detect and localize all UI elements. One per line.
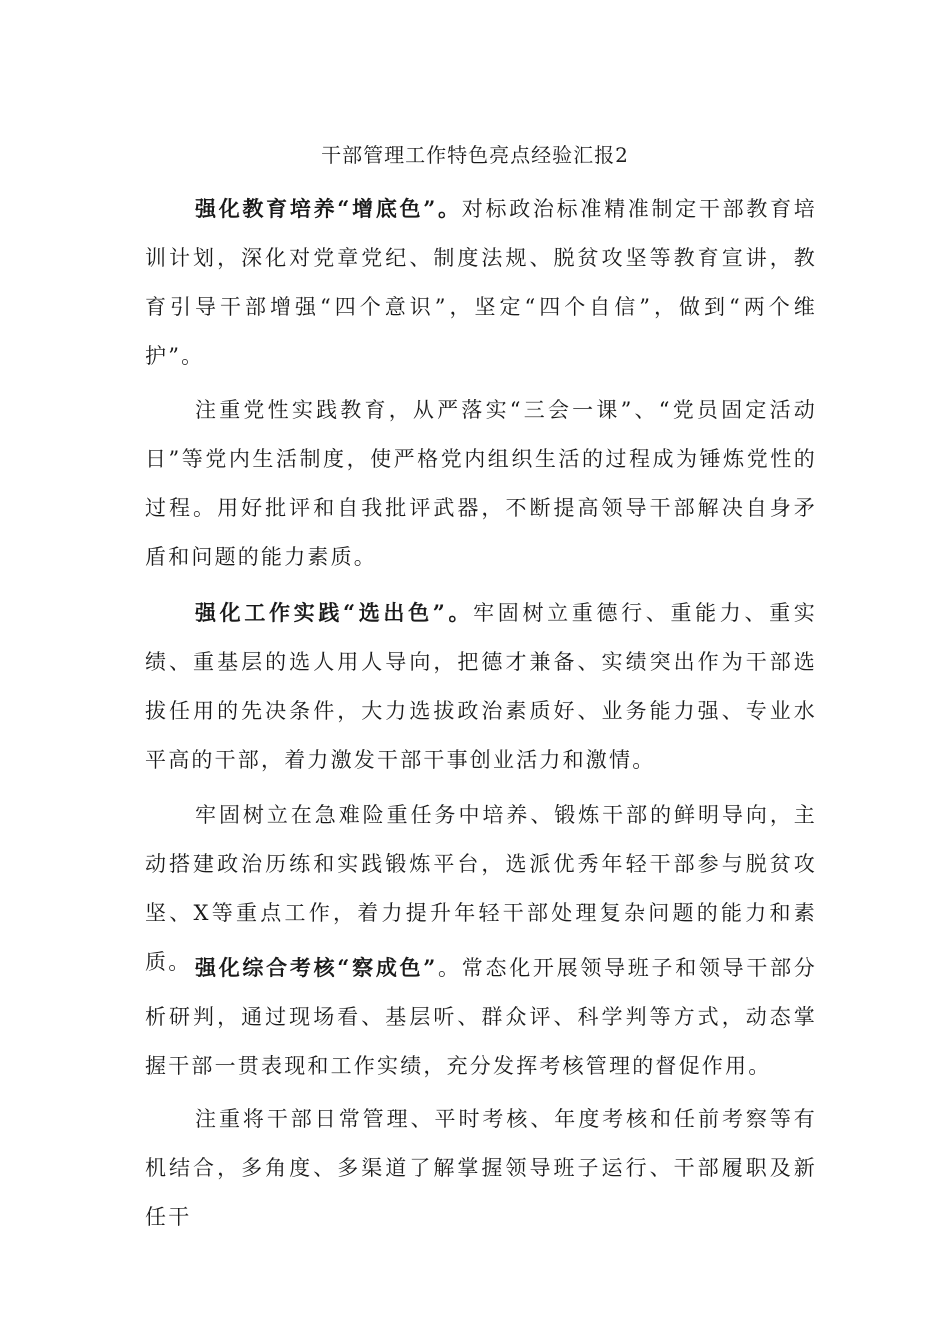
paragraph-5 bbox=[145, 943, 817, 1091]
paragraph-3-text: 牢固树立重德行、重能力、重实绩、重基层的选人用人导向，把德才兼备、实绩突出作为干部选拔任用的先决条件，大力选拔政治素质好、业务能力强、专业水平高的干部，着力激发干部干事创业活力和激情。 bbox=[145, 601, 817, 772]
paragraph-5-text: 。常态化开展领导班子和领导干部分析研判，通过现场看、基层听、群众评、科学判等方式，动态掌握干部一贯表现和工作实绩，充分发挥考核管理的督促作用。 bbox=[145, 956, 817, 1078]
paragraph-3 bbox=[145, 588, 817, 785]
paragraph-5-lead: 强化综合考核“察成色” bbox=[195, 955, 438, 980]
paragraph-1-lead: 强化教育培养“增底色”。 bbox=[195, 196, 462, 221]
paragraph-1-text: 对标政治标准精准制定干部教育培训计划，深化对党章党纪、制度法规、脱贫攻坚等教育宣讲，教育引导干部增强“四个意识”，坚定“四个自信”，做到“两个维护”。 bbox=[145, 197, 817, 368]
paragraph-1 bbox=[145, 184, 817, 381]
paragraph-6-text: 注重将干部日常管理、平时考核、年度考核和任前考察等有机结合，多角度、多渠道了解掌握领导班子运行、干部履职及新任干 bbox=[145, 1107, 817, 1229]
paragraph-2 bbox=[145, 386, 817, 582]
paragraph-6 bbox=[145, 1095, 817, 1242]
paragraph-2-text: 注重党性实践教育，从严落实“三会一课”、“党员固定活动日”等党内生活制度，使严格党内组织生活的过程成为锤炼党性的过程。用好批评和自我批评武器，不断提高领导干部解决自身矛盾和问题的能力素质。 bbox=[145, 398, 817, 569]
paragraph-3-lead: 强化工作实践“选出色”。 bbox=[195, 600, 474, 625]
document-title: 干部管理工作特色亮点经验汇报2 bbox=[321, 143, 629, 167]
paragraph-4-text: 牢固树立在急难险重任务中培养、锻炼干部的鲜明导向，主动搭建政治历练和实践锻炼平台，选派优秀年轻干部参与脱贫攻坚、X等重点工作，着力提升年轻干部处理复杂问题的能力和素质。 bbox=[145, 803, 817, 974]
